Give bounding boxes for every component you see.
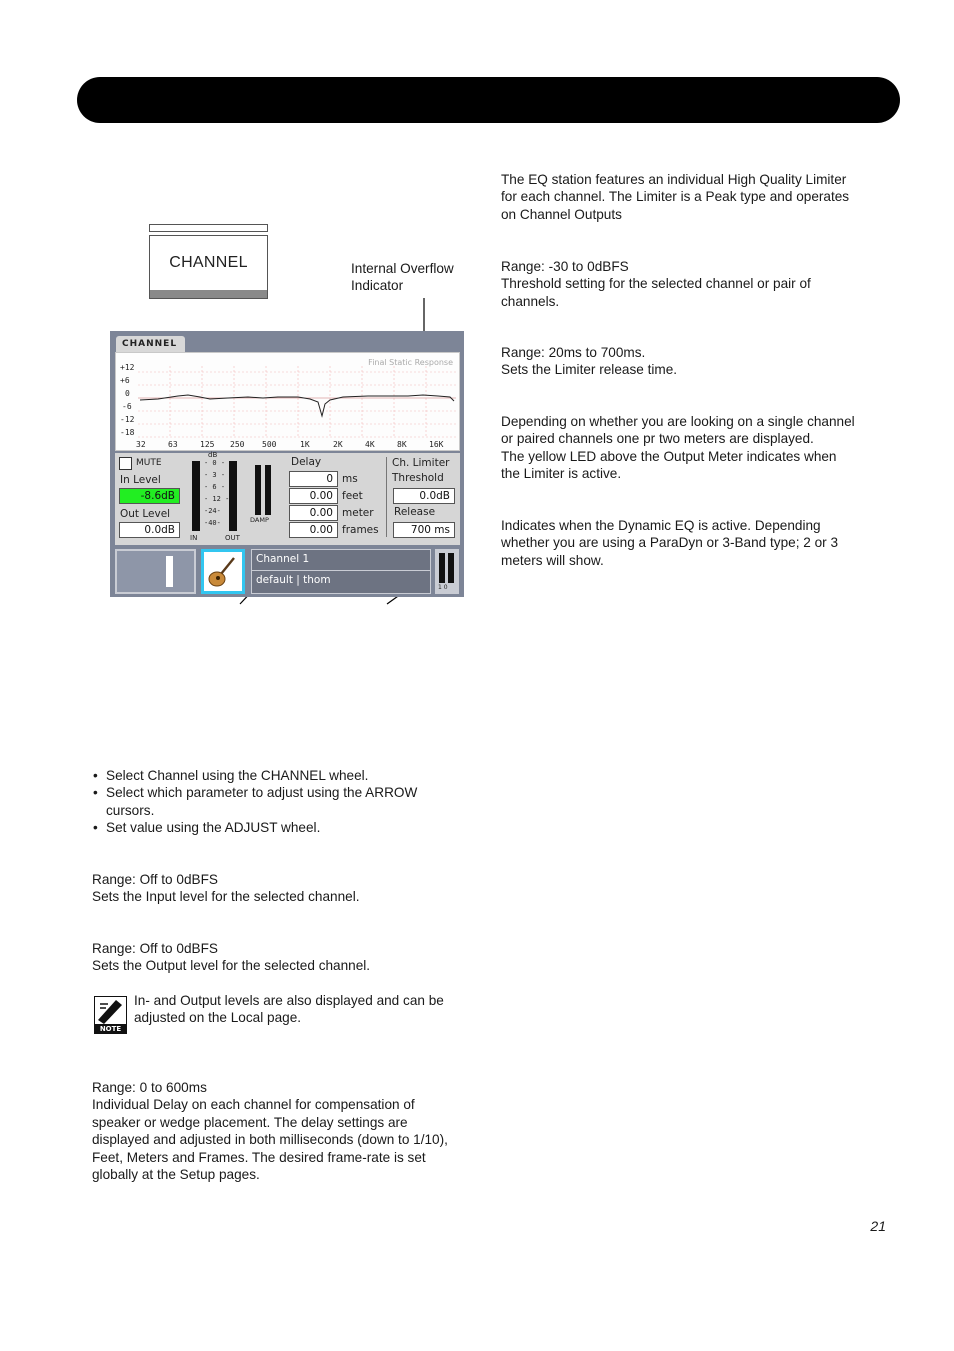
release-label: Release [394,506,436,518]
x-tick: 32 [136,440,146,449]
x-tick: 500 [262,440,277,449]
text-line: Range: 0 to 600ms [92,1080,207,1095]
out-label: OUT [225,534,240,542]
text-line: meters will show. [501,552,604,568]
text-line: whether you are using a ParaDyn or 3-Band type; 2 or 3 [501,535,839,551]
in-level-value[interactable]: -8.6dB [119,488,180,504]
meter-scale: - 3 - [204,471,226,479]
guitar-graphic [204,552,242,591]
channel-screen [110,331,464,597]
delay-feet-unit: feet [342,490,363,502]
preset-divider [252,570,430,571]
text-line: The yellow LED above the Output Meter indicates when [501,448,837,464]
bullet: • [93,820,98,836]
output-level-text [92,940,472,975]
text-line: Individual Delay on each channel for compensation of [92,1097,415,1113]
input-meter [192,461,200,531]
instruction-list [93,767,473,837]
page-number: 21 [870,1218,886,1234]
text-line: Set value using the ADJUST wheel. [106,820,321,836]
meter-scale: -24- [204,507,221,515]
y-tick: 0 [125,389,130,398]
threshold-text [501,258,891,310]
dynamic-eq-meters [435,549,459,594]
y-tick: -18 [120,428,135,437]
delay-feet-value[interactable]: 0.00 [289,488,338,504]
control-area [115,453,460,545]
plot-title: Final Static Response [368,358,453,367]
text-line: In- and Output levels are also displayed and can be [134,993,444,1008]
delay-meter-unit: meter [342,507,374,519]
delay-label: Delay [291,456,322,468]
out-level-value[interactable]: 0.0dB [119,522,180,538]
list-item [93,819,473,836]
meter-scale: - 6 - [204,483,226,491]
y-tick: -6 [122,402,132,411]
text-line: for each channel. The Limiter is a Peak type and operates [501,189,850,205]
text-line: Range: -30 to 0dBFS [501,259,629,274]
delay-ms-unit: ms [342,473,358,485]
meter-scale: - 0 - [204,459,226,467]
in-label: IN [190,534,198,542]
callout-line-2: Indicator [351,278,404,294]
delay-ms-value[interactable]: 0 [289,471,338,487]
text-line: or paired channels one pr two meters are displayed. [501,431,814,447]
delay-frames-value[interactable]: 0.00 [289,522,338,538]
text-line: Threshold setting for the selected channel or pair of [501,276,811,292]
in-level-label: In Level [120,474,161,486]
dynamic-eq-text [501,517,891,569]
channel-button-label: CHANNEL [169,254,248,271]
limiter-divider [386,457,387,537]
text-line: Range: Off to 0dBFS [92,872,218,887]
limiter-intro [501,171,891,223]
x-tick: 8K [397,440,407,449]
out-level-label: Out Level [120,508,171,520]
x-tick: 125 [200,440,215,449]
text-line: Sets the Limiter release time. [501,362,678,378]
threshold-label: Threshold [392,472,444,484]
callout-line-1: Internal Overflow [351,261,454,276]
x-tick: 250 [230,440,245,449]
x-tick: 16K [429,440,444,449]
meter-foot: 1 0 [438,584,448,591]
text-line: Range: Off to 0dBFS [92,941,218,956]
note-icon [94,996,127,1034]
threshold-value[interactable]: 0.0dB [393,488,455,504]
delay-text [92,1079,482,1183]
damp-meter-1 [255,465,261,515]
x-tick: 2K [333,440,343,449]
text-line: channels. [501,293,560,309]
release-text [501,344,891,379]
text-line: Sets the Input level for the selected channel. [92,889,360,905]
bullet: • [93,768,98,783]
response-grid [138,366,456,438]
mute-label: MUTE [136,458,162,468]
text-line: Feet, Meters and Frames. The desired frame-rate is set [92,1149,426,1165]
channel-indicator [166,556,173,587]
bullet: • [93,785,98,801]
list-item [93,767,473,784]
text-line: adjusted on the Local page. [134,1010,302,1026]
x-tick: 1K [300,440,310,449]
preset-name: default | thom [256,574,331,586]
y-tick: +6 [120,376,130,385]
input-level-text [92,871,472,906]
text-line: Depending on whether you are looking on a single channel [501,414,855,429]
x-tick: 63 [168,440,178,449]
guitar-icon[interactable] [201,549,245,594]
dyn-meter-1 [439,553,445,583]
y-tick: +12 [120,363,135,372]
preset-panel[interactable] [251,549,431,594]
text-line: Select Channel using the CHANNEL wheel. [106,768,369,783]
meters-text [501,413,901,483]
text-line: Indicates when the Dynamic EQ is active. Depending [501,518,821,533]
release-value[interactable]: 700 ms [393,522,455,538]
damp-label: DAMP [250,516,269,524]
meter-scale: - 12 - [204,495,230,503]
channel-selector[interactable] [115,549,196,594]
y-tick: -12 [120,415,135,424]
x-tick: 4K [365,440,375,449]
list-item [93,784,473,819]
dyn-meter-2 [448,553,454,583]
note-label: NOTE [99,1025,122,1033]
damp-meter-2 [265,465,271,515]
text-line: speaker or wedge placement. The delay settings are [92,1114,408,1130]
db-label: dB [208,451,218,459]
mute-checkbox[interactable] [119,457,132,470]
response-plot [115,352,460,451]
text-line: displayed and adjusted in both milliseconds (down to 1/10), [92,1132,448,1148]
text-line: Sets the Output level for the selected channel. [92,958,371,974]
note-text [134,992,484,1027]
text-line: on Channel Outputs [501,206,622,222]
tab-channel[interactable]: CHANNEL [116,336,185,352]
text-line: globally at the Setup pages. [92,1167,260,1183]
delay-frames-unit: frames [342,524,379,536]
text-line: Range: 20ms to 700ms. [501,345,646,360]
text-line: The EQ station features an individual High Quality Limiter [501,172,847,187]
meter-scale: -40- [204,519,221,527]
delay-meter-value[interactable]: 0.00 [289,505,338,521]
text-line: Select which parameter to adjust using the ARROW [106,785,418,801]
text-line: the Limiter is active. [501,466,622,482]
limiter-label: Ch. Limiter [392,457,450,469]
output-meter [229,461,237,531]
preset-channel: Channel 1 [256,553,310,565]
text-line: cursors. [106,802,155,818]
